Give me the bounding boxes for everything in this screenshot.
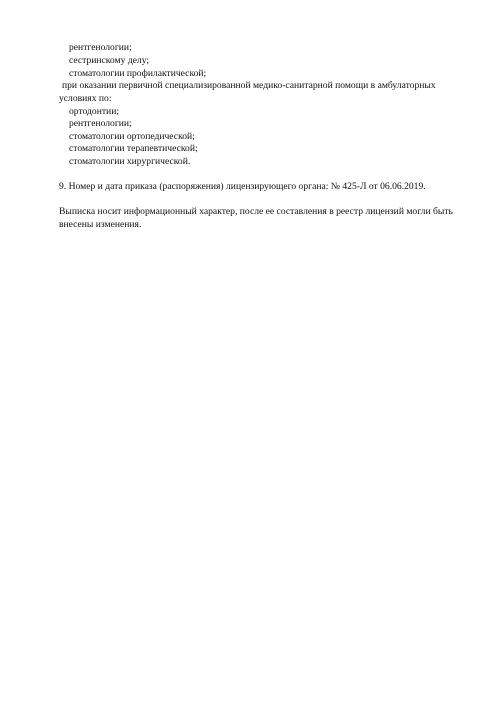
list-item: рентгенологии;: [69, 118, 132, 129]
section-intro-continuation: условиях по:: [59, 93, 112, 104]
list-item: стоматологии профилактической;: [69, 68, 207, 79]
list-item: рентгенологии;: [69, 42, 132, 53]
order-number-paragraph: 9. Номер и дата приказа (распоряжения) лицензирующего органа: № 425-Л от 06.06.2019.: [59, 181, 426, 192]
list-item: стоматологии хирургической.: [69, 156, 191, 167]
list-item: ортодонтии;: [69, 106, 119, 117]
list-item: сестринскому делу;: [69, 55, 150, 66]
disclaimer-line: внесены изменения.: [59, 219, 142, 230]
list-item: стоматологии терапевтической;: [69, 143, 198, 154]
section-intro: при оказании первичной специализированной медико-санитарной помощи в амбулаторных: [62, 80, 436, 91]
disclaimer-line: Выписка носит информационный характер, после ее составления в реестр лицензий могли быть: [59, 206, 453, 217]
list-item: стоматологии ортопедической;: [69, 131, 195, 142]
